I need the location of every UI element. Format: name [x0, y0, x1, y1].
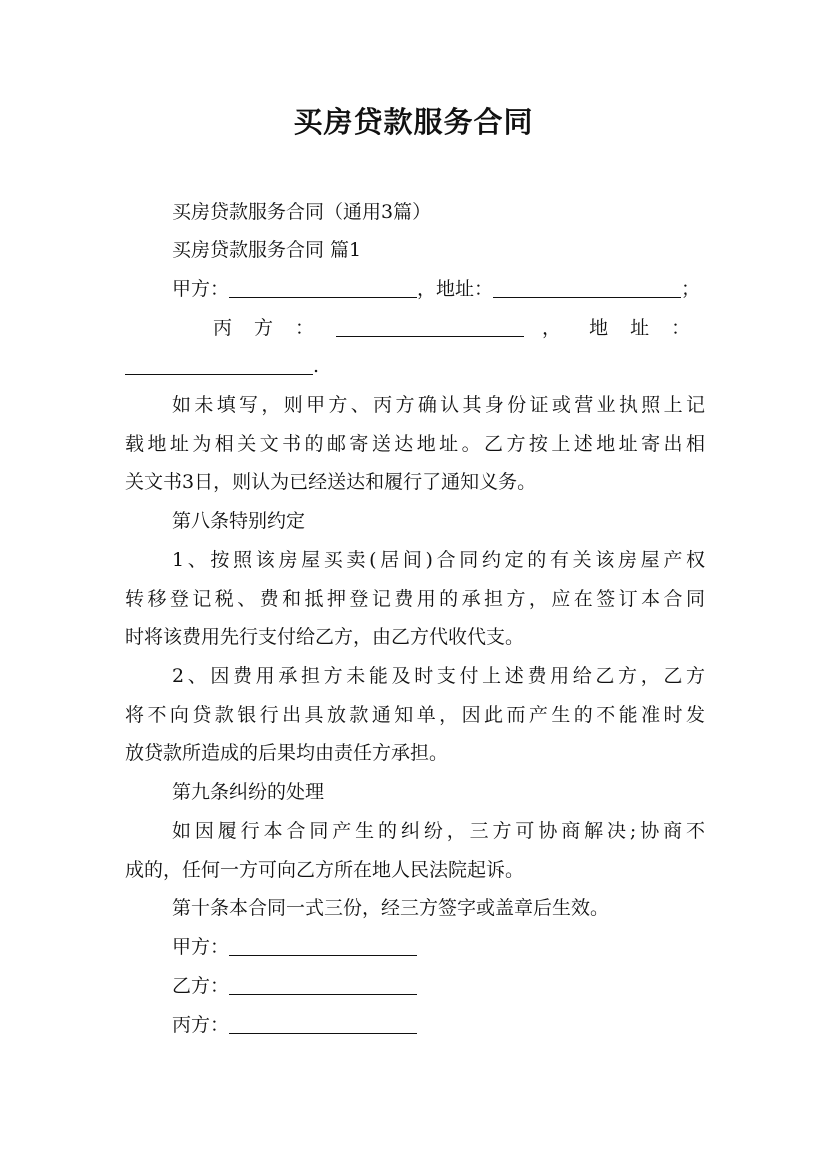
document-title: 买房贷款服务合同: [293, 105, 534, 139]
signature-party-b: [172, 973, 705, 999]
signature-party-c-blank: [229, 1015, 417, 1034]
party-c-address-line-cont: [125, 353, 705, 379]
article-9-line-2: 成的，任何一方可向乙方所在地人民法院起诉。: [125, 859, 525, 881]
signature-party-c: [172, 1012, 705, 1038]
article-9-line-1: 如因履行本合同产生的纠纷，三方可协商解决;协商不: [172, 820, 705, 842]
signature-party-a: [172, 934, 705, 960]
signature-party-b-blank: [229, 976, 417, 995]
party-c-address-line: [213, 315, 705, 341]
party-c-comma: ，: [542, 317, 562, 339]
signature-party-b-label: 乙方：: [172, 975, 230, 997]
document-subtitle: 买房贷款服务合同（通用3篇）: [172, 201, 432, 223]
party-c-colon-2: ：: [671, 317, 691, 339]
article-8-p2-line-3: 放贷款所造成的后果均由责任方承担。: [125, 742, 449, 764]
party-c-label-2: 方: [254, 317, 274, 339]
party-c-line-end: .: [313, 355, 320, 377]
party-a-address-label: ，地址：: [417, 278, 494, 300]
notice-para-line-2: 载地址为相关文书的邮寄送达地址。乙方按上述地址寄出相: [125, 433, 705, 455]
signature-party-a-blank: [229, 937, 417, 956]
party-a-address-line: [172, 276, 705, 302]
party-c-label-1: 丙: [213, 317, 233, 339]
article-8-p2-line-2: 将不向贷款银行出具放款通知单，因此而产生的不能准时发: [125, 704, 705, 726]
party-a-name-blank: [229, 279, 417, 298]
notice-para-line-1: 如未填写，则甲方、丙方确认其身份证或营业执照上记: [172, 394, 705, 416]
article-8-p1-line-2: 转移登记税、费和抵押登记费用的承担方，应在签订本合同: [125, 588, 705, 610]
party-a-line-end: ；: [681, 278, 701, 300]
signature-party-a-label: 甲方：: [172, 936, 230, 958]
article-9-heading: 第九条纠纷的处理: [172, 781, 325, 803]
article-8-p1-line-3: 时将该费用先行支付给乙方，由乙方代收代支。: [125, 626, 525, 648]
signature-party-c-label: 丙方：: [172, 1014, 230, 1036]
section-heading: 买房贷款服务合同 篇1: [172, 239, 362, 261]
article-8-p2-line-1: 2、因费用承担方未能及时支付上述费用给乙方，乙方: [172, 665, 705, 687]
notice-para-line-3: 关文书3日，则认为已经送达和履行了通知义务。: [125, 471, 537, 493]
article-10: 第十条本合同一式三份，经三方签字或盖章后生效。: [172, 897, 610, 919]
party-c-address-blank: [125, 356, 313, 375]
party-c-address-2: 址: [630, 317, 650, 339]
party-c-colon: ：: [295, 317, 315, 339]
party-c-name-blank: [336, 318, 524, 337]
party-c-address-1: 地: [589, 317, 609, 339]
article-8-heading: 第八条特别约定: [172, 510, 306, 532]
party-a-label: 甲方：: [172, 278, 230, 300]
party-a-address-blank: [493, 279, 681, 298]
article-8-p1-line-1: 1、按照该房屋买卖(居间)合同约定的有关该房屋产权: [172, 549, 705, 571]
